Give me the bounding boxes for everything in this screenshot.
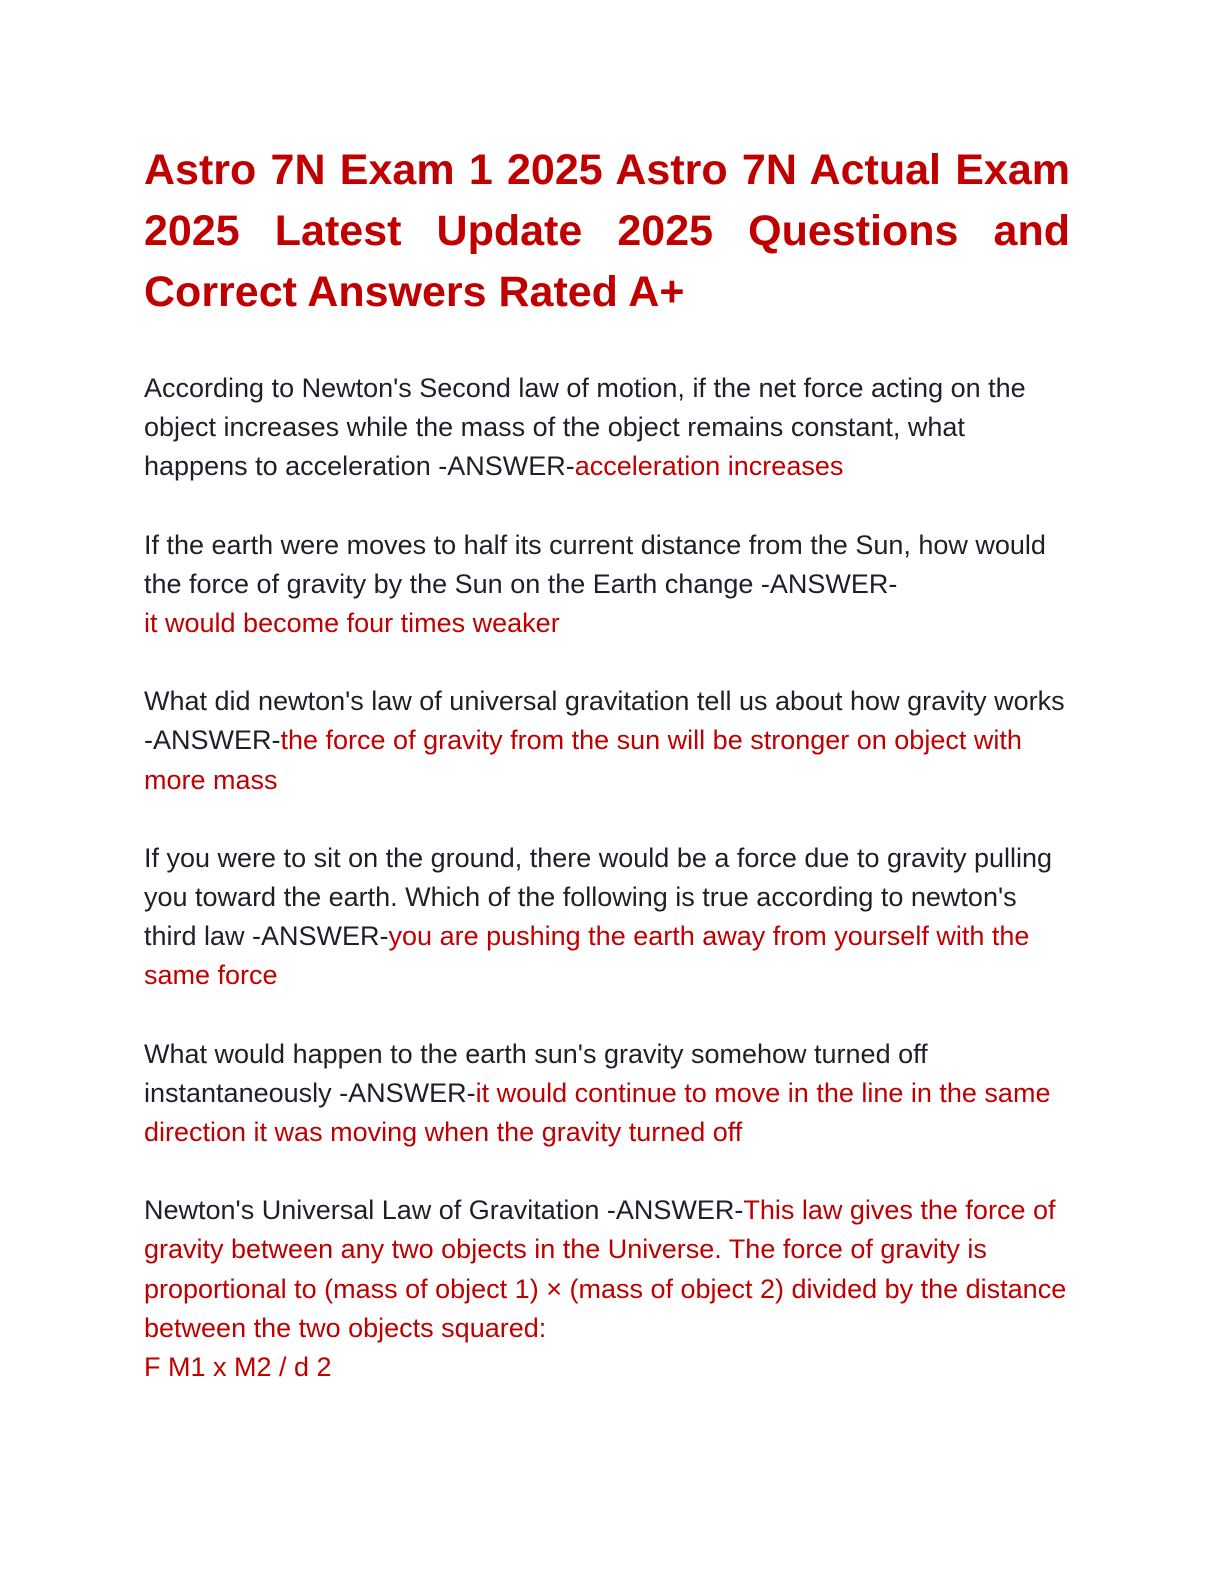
question-text: What would happen to the earth sun's gravity somehow turned off instantaneously -ANSWER- [144, 1038, 928, 1108]
answer-text: it would continue to move in the line in the same direction it was moving when the gravity turned off [144, 1077, 1051, 1148]
question-text: If you were to sit on the ground, there would be a force due to gravity pulling you toward the earth. Which of the following is true according to newton's third law -ANSWER- [144, 842, 1053, 952]
qa-item [144, 839, 1070, 996]
qa-item [144, 1035, 1070, 1153]
qa-item [144, 682, 1070, 800]
answer-text: you are pushing the earth away from yourself with the same force [144, 921, 1030, 991]
answer-text: the force of gravity from the sun will be stronger on object with more mass [144, 725, 1022, 795]
qa-item [144, 526, 1070, 644]
question-text: Newton's Universal Law of Gravitation -ANSWER- [144, 1195, 744, 1226]
answer-text: acceleration increases [574, 451, 844, 482]
document-title: Astro 7N Exam 1 2025 Astro 7N Actual Exam 2025 Latest Update 2025 Questions and Correct Answers Rated A+ [144, 146, 1070, 316]
question-text: According to Newton's Second law of motion, if the net force acting on the object increases while the mass of the object remains constant, what happens to acceleration -ANSWER- [144, 373, 1026, 482]
qa-item [144, 369, 1070, 487]
formula-text: F M1 x M2 / d 2 [144, 1352, 332, 1383]
answer-text: it would become four times weaker [144, 608, 560, 639]
question-text: What did newton's law of universal gravitation tell us about how gravity works -ANSWER- [144, 686, 1065, 756]
qa-item [144, 1191, 1070, 1387]
document-page [144, 140, 1070, 1387]
answer-text: This law gives the force of gravity between any two objects in the Universe. The force of gravity is proportional to (mass of object 1) × (mass of object 2) divided by the distance between the two objects squared: [144, 1195, 1067, 1343]
question-text: If the earth were moves to half its current distance from the Sun, how would the force of gravity by the Sun on the Earth change -ANSWER- [144, 529, 1046, 599]
